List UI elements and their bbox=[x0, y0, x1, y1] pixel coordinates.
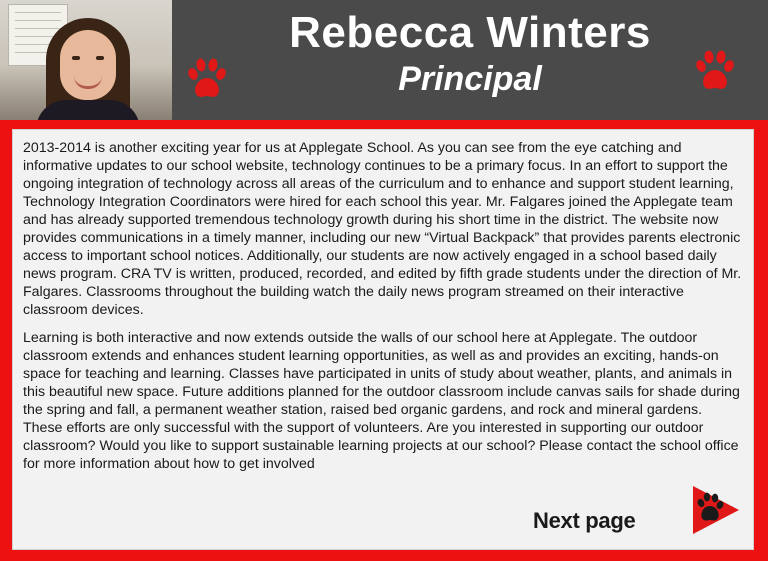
letter-paragraph: 2013-2014 is another exciting year for us at Applegate School. As you can see from the eye catching and informative updates to our school website, technology continues to be a primary focus. In an effort to support the ongoing integration of technology across all areas of the curriculum and to enhance and support student learning, Technology Integration Coordinators were hired for each school this year. Mr. Falgares joined the Applegate team and has already supported tremendous technology growth during his short time in the district. The website now provides communications in a timely manner, including our new “Virtual Backpack” that provides parents electronic access to important school notices. Additionally, our students are now actively engaged in a school based daily news program. CRA TV is written, produced, recorded, and edited by fifth grade students under the direction of Mr. Falgares. Classrooms throughout the building watch the daily news program streamed on their interactive classroom devices. bbox=[23, 140, 742, 318]
letter-panel bbox=[12, 129, 754, 550]
paw-print-icon bbox=[692, 48, 738, 94]
principal-photo bbox=[0, 0, 172, 120]
letter-paragraph: Learning is both interactive and now extends outside the walls of our school here at Applegate. The outdoor classroom extends and enhances student learning opportunities, as well as and provides an exciting, hands-on space for teaching and learning. Classes have participated in units of study about weather, plants, and animals in this beautiful new space. Future additions planned for the outdoor classroom include canvas sails for shade during the spring and fall, a permanent weather station, raised bed organic gardens, and rock and mineral gardens. These efforts are only successful with the support of volunteers. Are you interested in supporting our outdoor classroom? Would you like to support sustainable learning projects at our school? Please contact the school office for more information about how to get involved bbox=[23, 330, 740, 472]
header-banner bbox=[0, 0, 768, 120]
paw-arrow-icon[interactable] bbox=[687, 482, 743, 538]
principal-name: Rebecca Winters bbox=[289, 8, 651, 57]
next-page-link[interactable]: Next page bbox=[533, 508, 636, 533]
principal-role: Principal bbox=[398, 60, 542, 98]
